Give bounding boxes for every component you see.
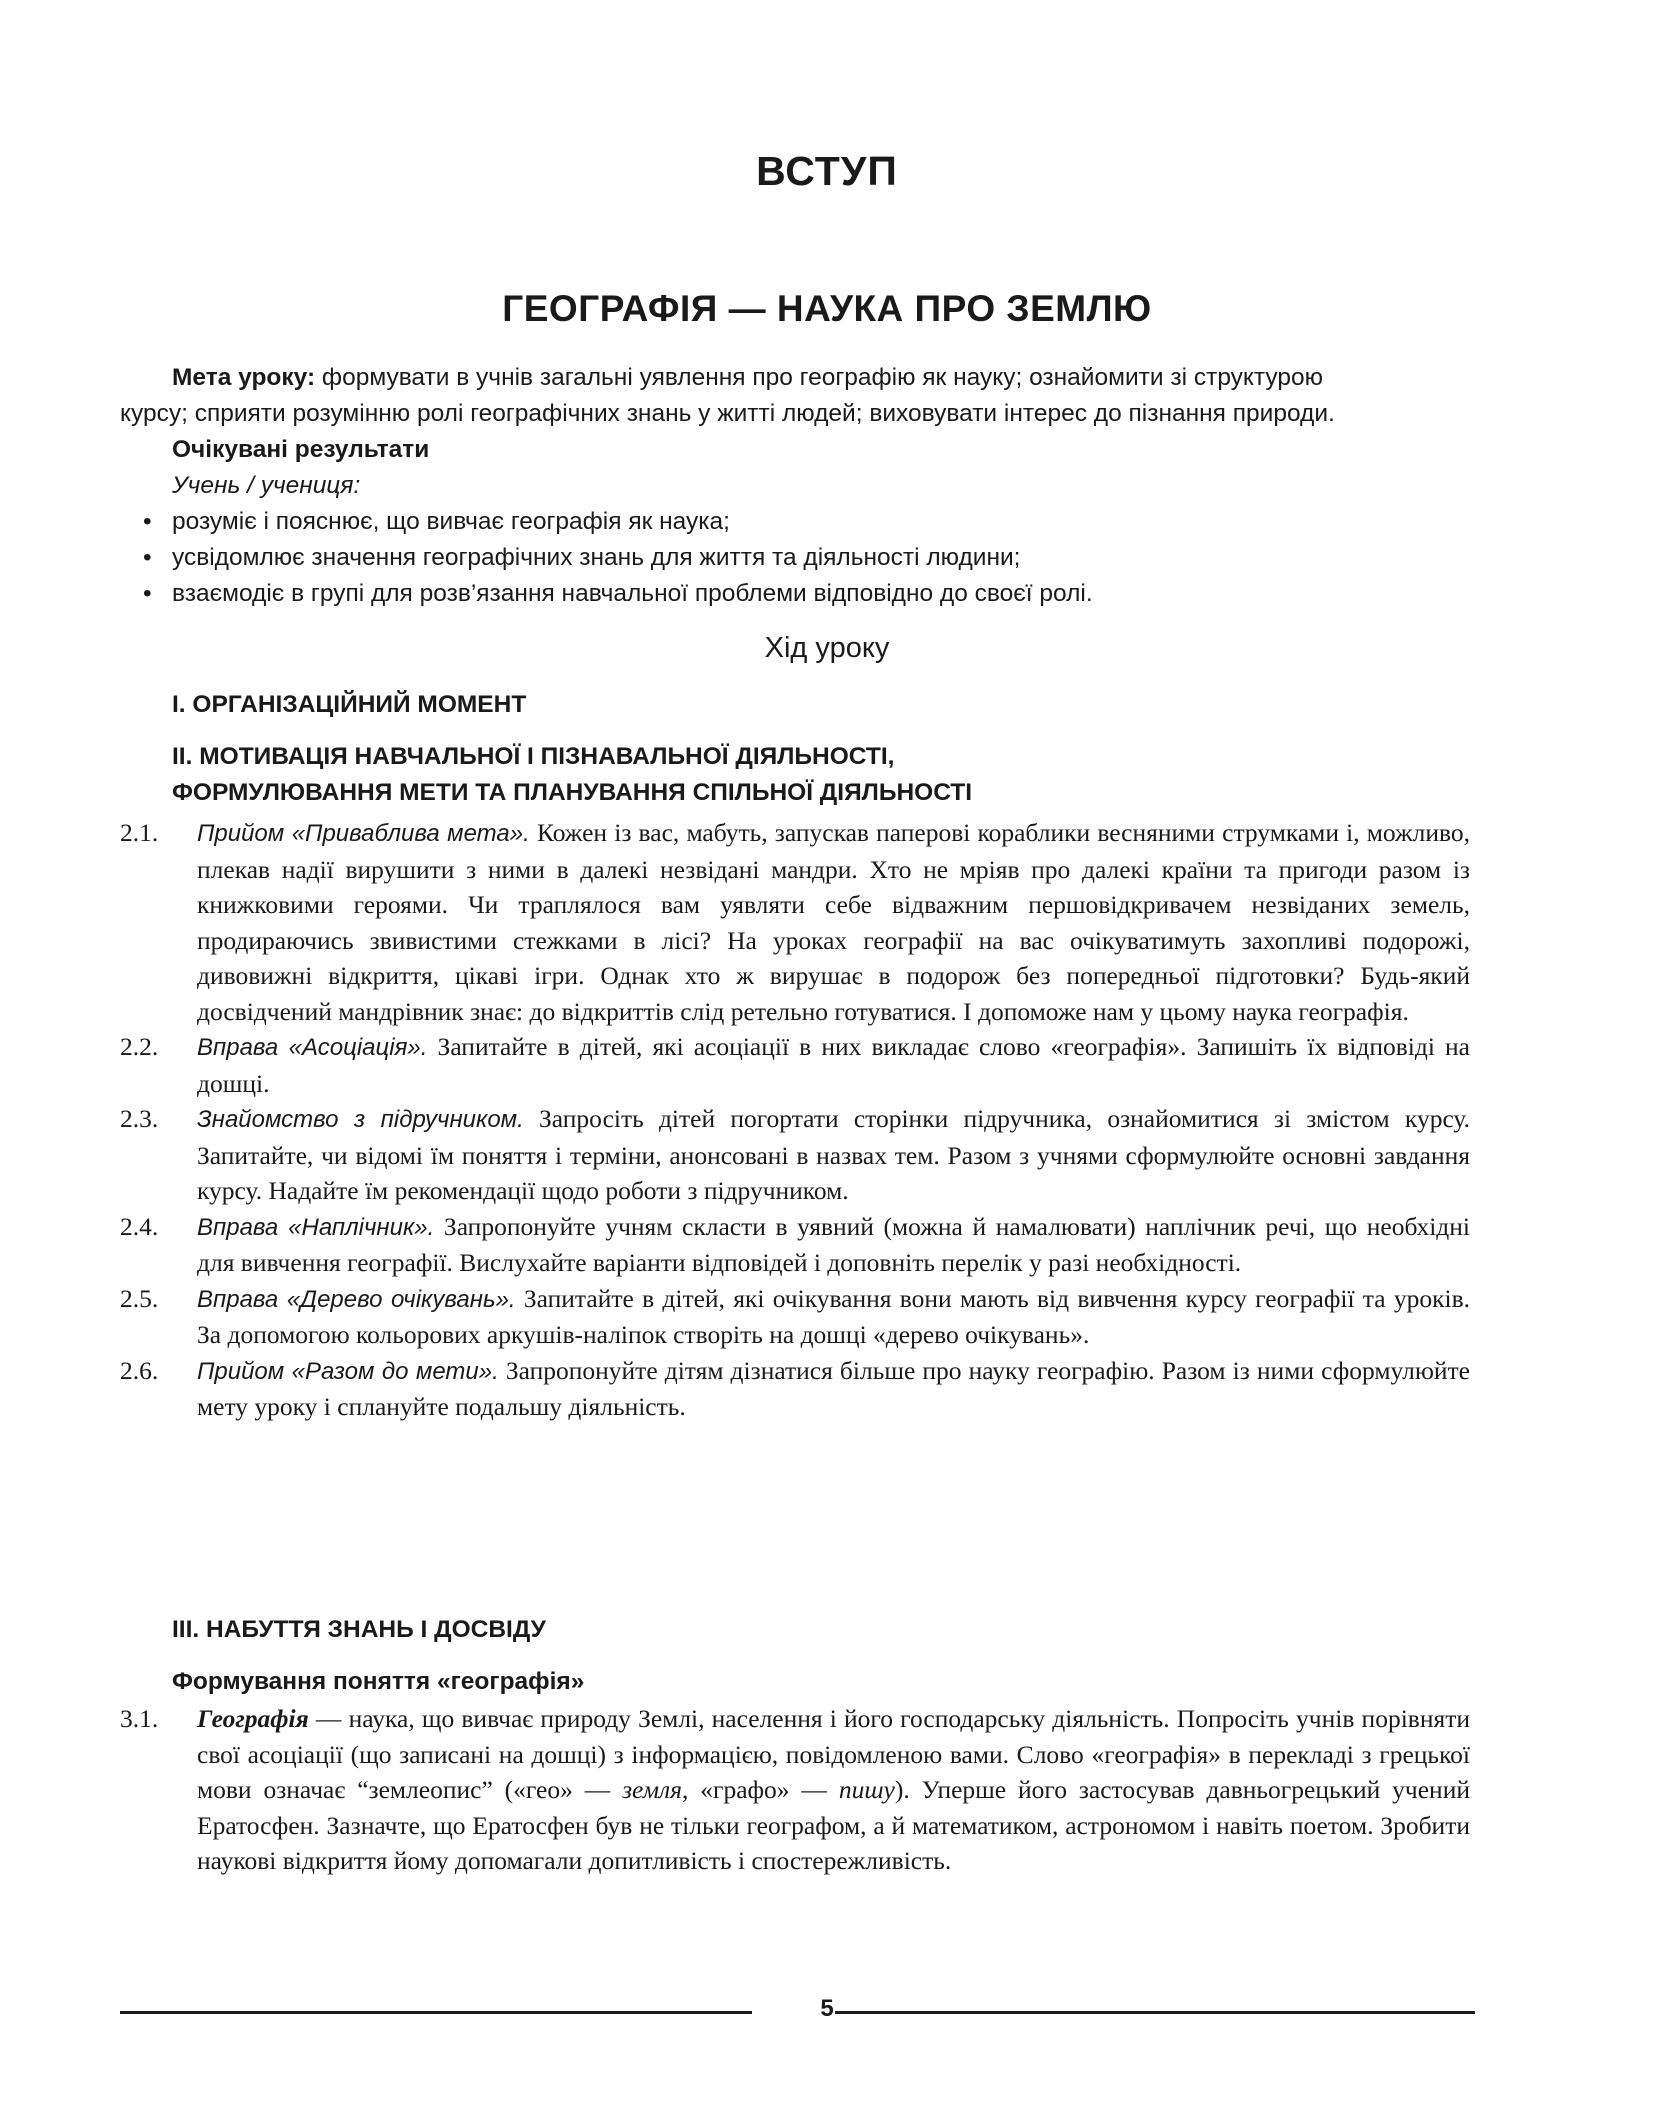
item-lead: Прийом «Приваблива мета».: [197, 820, 530, 847]
course-heading: Хід уроку: [764, 632, 890, 664]
goal-label: Мета уроку:: [172, 364, 316, 391]
section-2-title-line1: II. МОТИВАЦІЯ НАВЧАЛЬНОЇ І ПІЗНАВАЛЬНОЇ ДІЯЛЬНОСТІ,: [172, 743, 895, 770]
item-number: 2.6.: [120, 1355, 159, 1385]
list-item-2-6: [120, 1353, 1470, 1425]
lesson-goal: [120, 360, 1470, 396]
item-number: 2.5.: [120, 1283, 159, 1313]
item-number: 2.2.: [120, 1032, 159, 1061]
item-text: Запитайте в дітей, які асоціації в них викладає слово «географія». Запишіть їх відповіді на дошці.: [197, 1032, 1470, 1098]
list-item-2-3: [120, 1101, 1470, 1209]
list-item-3-1: 3.1. Географія — наука, що вивчає природу Землі, населення і його господарську діяльність. Попросіть учнів порівняти свої асоціації (що записані на дошці) з інформацією, повідомленою вами. Слово «географія» в перекладі з грецької мови означає “землеопис” («гео» — земля, «графо» — пишу). Уперше його застосував давньогрецький учений Ератосфен. Зазначте, що Ератосфен був не тільки географом, а й математиком, астрономом і навіть поетом. Зробити наукові відкриття йому допомагали допитливість і спостережливість.: [120, 1701, 1470, 1879]
item-number: 2.3.: [120, 1104, 159, 1133]
results-heading: Очікувані результати: [172, 436, 430, 463]
list-item: • розуміє і пояснює, що вивчає географія як наука;: [120, 504, 1470, 540]
list-item: • усвідомлює значення географічних знань для життя та діяльності людини;: [120, 540, 1470, 576]
lesson-title: ГЕОГРАФІЯ — НАУКА ПРО ЗЕМЛЮ: [502, 288, 1152, 329]
item-lead: Знайомство з підручником.: [197, 1106, 524, 1133]
footer-rule-left: [120, 2011, 752, 2014]
item-lead: Вправа «Асоціація».: [197, 1034, 428, 1061]
goal-text-line2: курсу; сприяти розумінню ролі географічних знань у житті людей; виховувати інтерес до пізнання природи.: [120, 400, 1335, 427]
section-2-items: [120, 815, 1470, 1425]
bullet-icon: •: [143, 508, 152, 535]
section-2-title: [172, 739, 1472, 811]
item-term: Географія: [197, 1704, 309, 1733]
results-subject: Учень / учениця:: [172, 472, 361, 499]
list-item: • взаємодіє в групі для розв’язання навчальної проблеми відповідно до своєї ролі.: [120, 576, 1470, 612]
section-2-title-line2: ФОРМУЛЮВАННЯ МЕТИ ТА ПЛАНУВАННЯ СПІЛЬНОЇ ДІЯЛЬНОСТІ: [172, 779, 973, 806]
item-number: 3.1.: [120, 1704, 159, 1733]
item-lead: Вправа «Дерево очікувань».: [197, 1285, 516, 1313]
item-lead: Вправа «Наплічник».: [197, 1213, 435, 1241]
list-item-2-5: [120, 1281, 1470, 1353]
list-item-2-1: [120, 815, 1470, 1029]
item-lead: Прийом «Разом до мети».: [197, 1357, 499, 1385]
item-number: 2.4.: [120, 1211, 159, 1241]
section-1-title: I. ОРГАНІЗАЦІЙНИЙ МОМЕНТ: [172, 691, 527, 718]
goal-text-line1: формувати в учнів загальні уявлення про географію як науку; ознайомити зі структурою: [315, 364, 1324, 391]
item-number: 2.1.: [120, 818, 159, 847]
bullet-icon: •: [143, 544, 152, 571]
footer-rule-right: [835, 2011, 1475, 2014]
item-text: Запропонуйте учням скласти в уявний (можна й намалювати) наплічник речі, що необхідні для вивчення географії. Вислухайте варіанти відповідей і доповніть перелік у разі необхідності.: [197, 1211, 1470, 1277]
page-title: ВСТУП: [756, 148, 898, 194]
section-3-items: [120, 1701, 1470, 1879]
lesson-intro: [120, 360, 1470, 612]
item-text: Запитайте в дітей, які очікування вони мають від вивчення курсу географії та уроків. За допомогою кольорових аркушів-наліпок створіть на дошці «дерево очікувань».: [197, 1283, 1470, 1349]
page-number: 5: [820, 1995, 834, 2022]
results-list: [120, 504, 1470, 612]
item-text: Кожен із вас, мабуть, запускав паперові кораблики весняними струмками і, можливо, плекав надії вирушити з ними в далекі незвідані мандри. Хто не мріяв про далекі країни та пригоди разом із книжковими героями. Чи траплялося вам уявляти себе відважним першовідкривачем незвіданих земель, продираючись звивистими стежками в лісі? На уроках географії на вас очікуватимуть захопливі подорожі, дивовижні відкриття, цікаві ігри. Однак хто ж вирушає в подорож без попередньої підготовки? Будь-який досвідчений мандрівник знає: до відкриттів слід ретельно готуватися. І допоможе нам у цьому наука географія.: [197, 818, 1471, 1026]
section-3-title: III. НАБУТТЯ ЗНАНЬ І ДОСВІДУ: [172, 1616, 546, 1643]
bullet-icon: •: [143, 580, 152, 607]
list-item-2-4: [120, 1209, 1470, 1281]
item-text: Запропонуйте дітям дізнатися більше про науку географію. Разом із ними сформулюйте мету уроку і сплануйте подальшу діяльність.: [197, 1355, 1470, 1421]
section-3-subtitle: Формування поняття «географія»: [172, 1668, 585, 1695]
item-text: Запросіть дітей погортати сторінки підручника, ознайомитися зі змістом курсу. Запитайте, чи відомі їм поняття і терміни, анонсовані в назвах тем. Разом з учнями сформулюйте основні завдання курсу. Надайте їм рекомендації щодо роботи з підручником.: [197, 1104, 1470, 1205]
list-item-2-2: [120, 1029, 1470, 1101]
